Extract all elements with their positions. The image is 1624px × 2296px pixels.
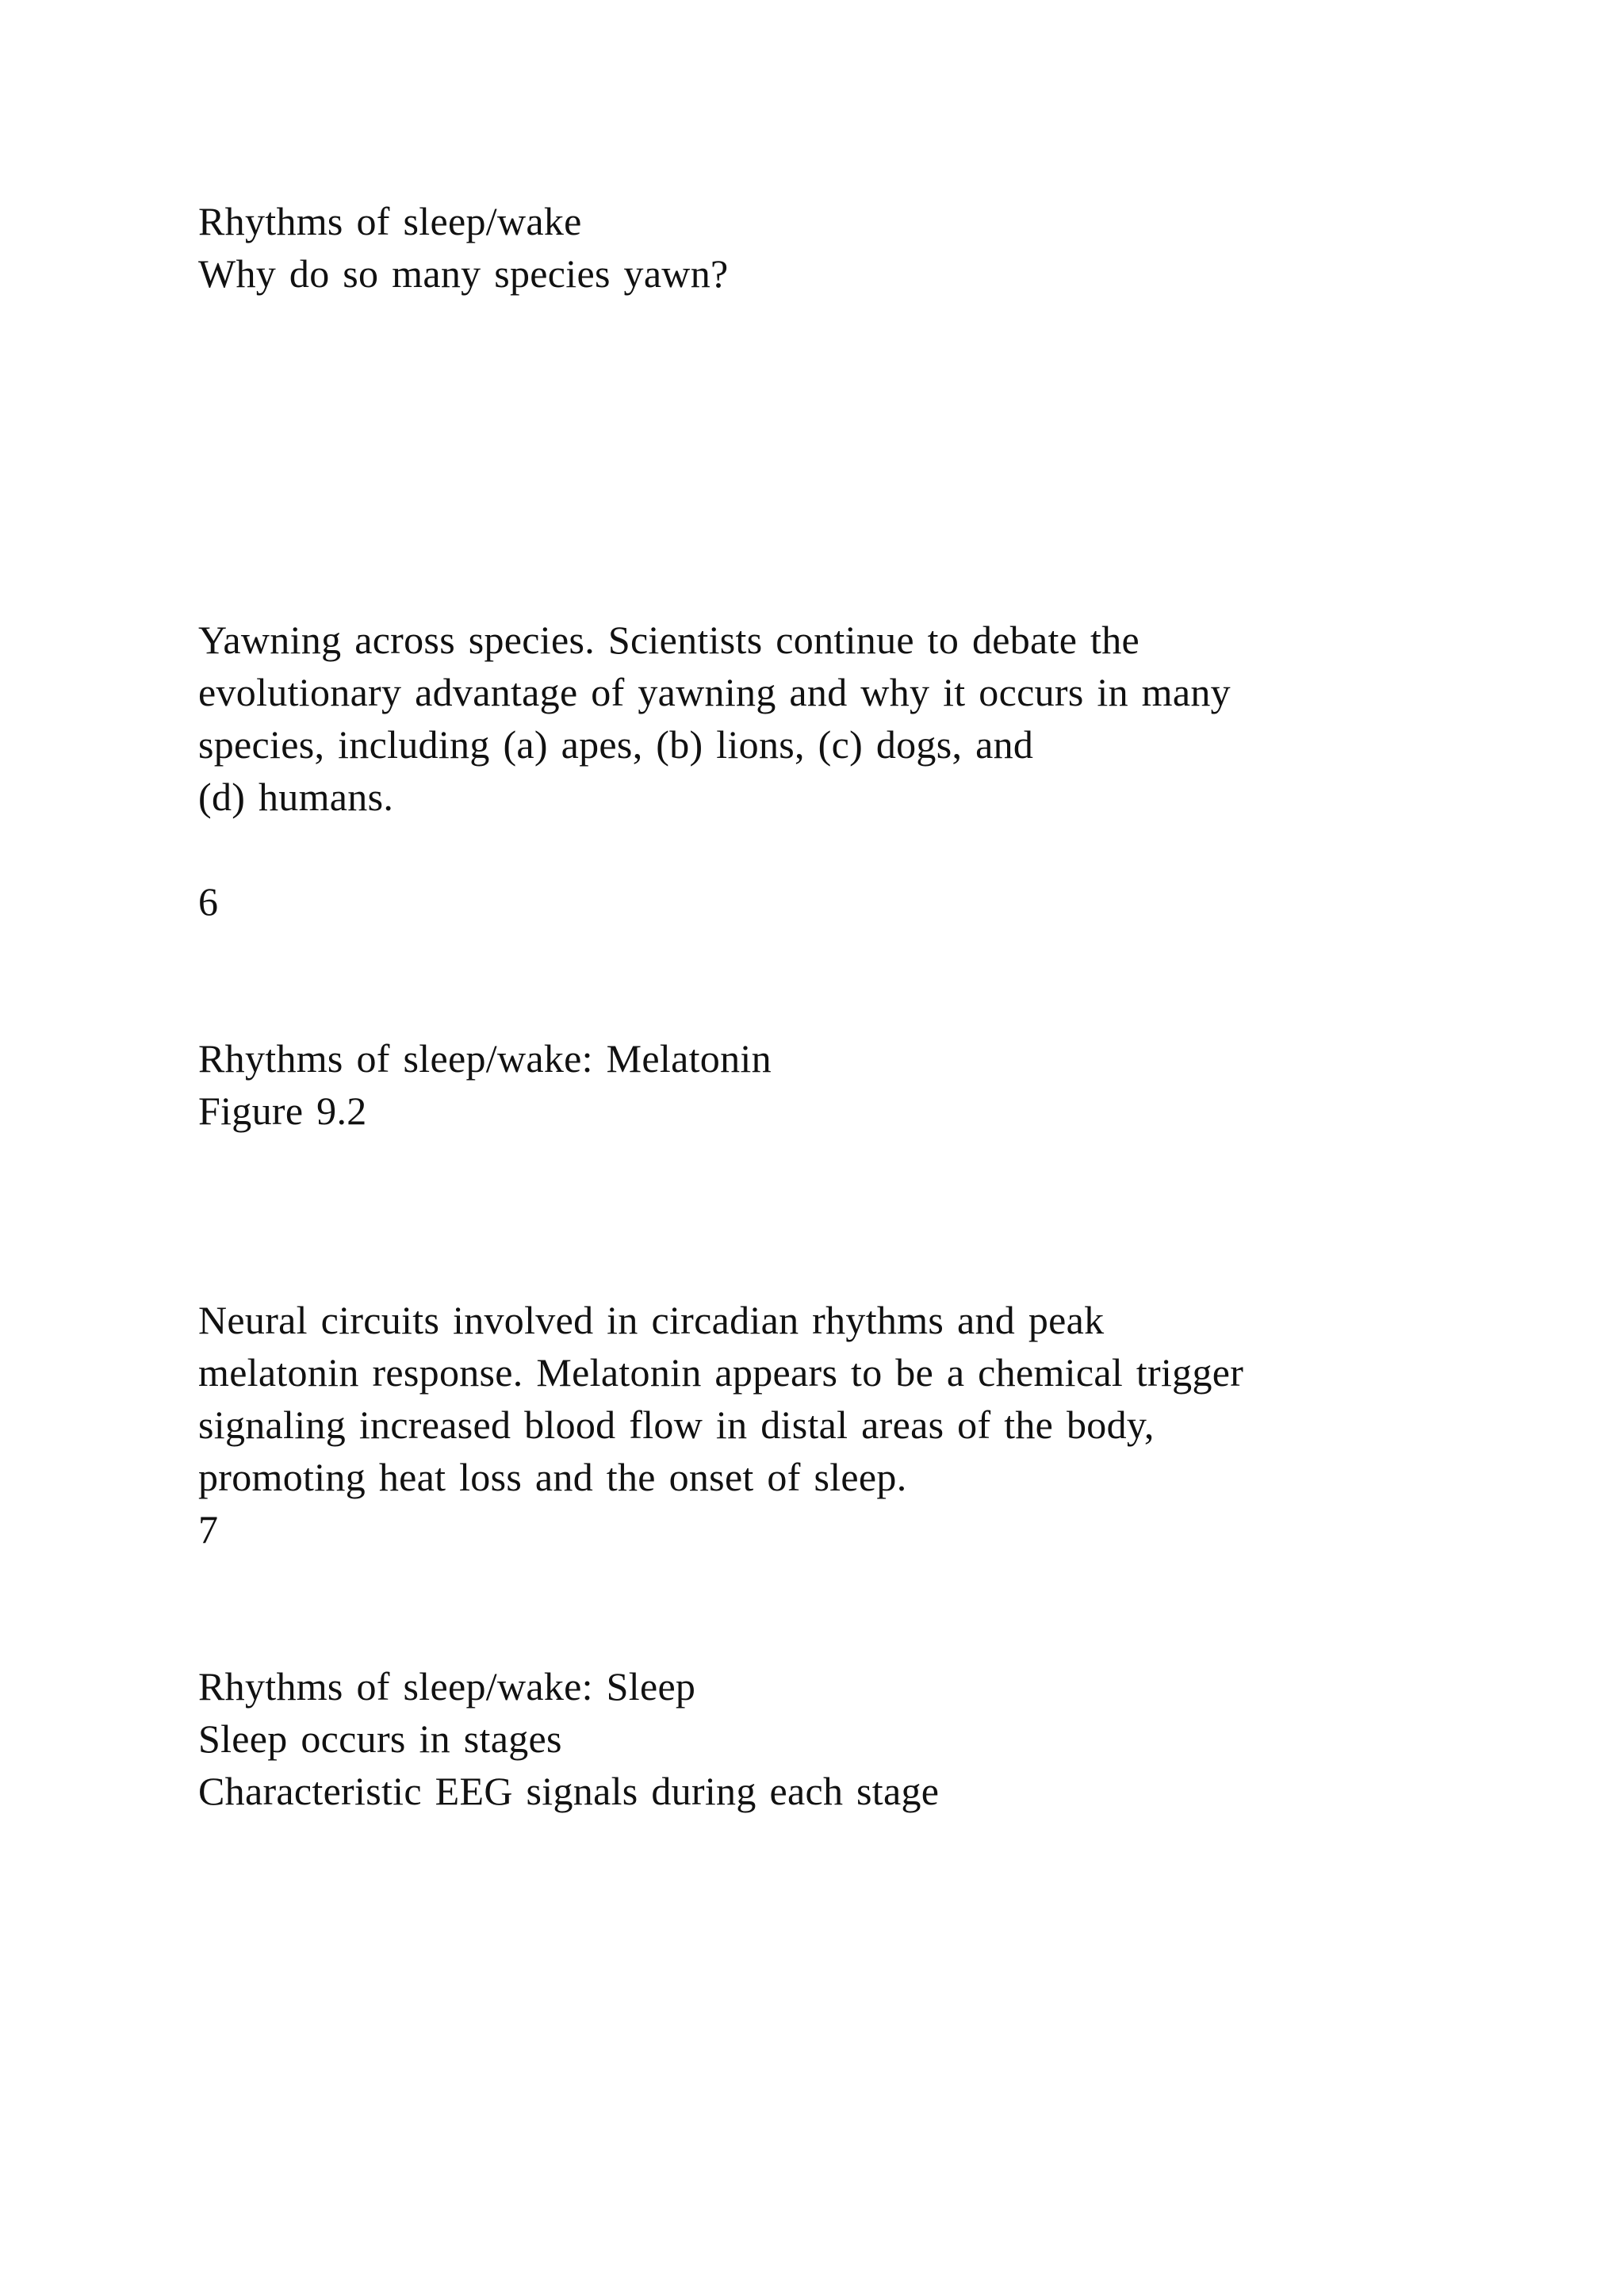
section-heading: Rhythms of sleep/wake: Sleep [198,1664,696,1709]
section-subheading: Why do so many species yawn? [198,251,729,296]
bullet-item: Sleep occurs in stages [198,1716,562,1761]
caption-line: Neural circuits involved in circadian rhythms and peak [198,1298,1105,1342]
section-heading: Rhythms of sleep/wake [198,199,582,243]
section-heading: Rhythms of sleep/wake: Melatonin [198,1036,772,1081]
caption-line: promoting heat loss and the onset of sleep. [198,1455,907,1499]
bullet-item: Characteristic EEG signals during each stage [198,1769,940,1813]
caption-line: evolutionary advantage of yawning and why it occurs in many [198,670,1231,714]
page-number: 6 [198,879,219,924]
figure-reference: Figure 9.2 [198,1089,367,1133]
caption-line: species, including (a) apes, (b) lions, (c) dogs, and [198,722,1034,767]
caption-line: (d) humans. [198,775,394,819]
caption-line: signaling increased blood flow in distal areas of the body, [198,1402,1155,1447]
caption-line: Yawning across species. Scientists continue to debate the [198,618,1140,662]
page-number: 7 [198,1507,219,1552]
caption-line: melatonin response. Melatonin appears to be a chemical trigger [198,1350,1244,1395]
